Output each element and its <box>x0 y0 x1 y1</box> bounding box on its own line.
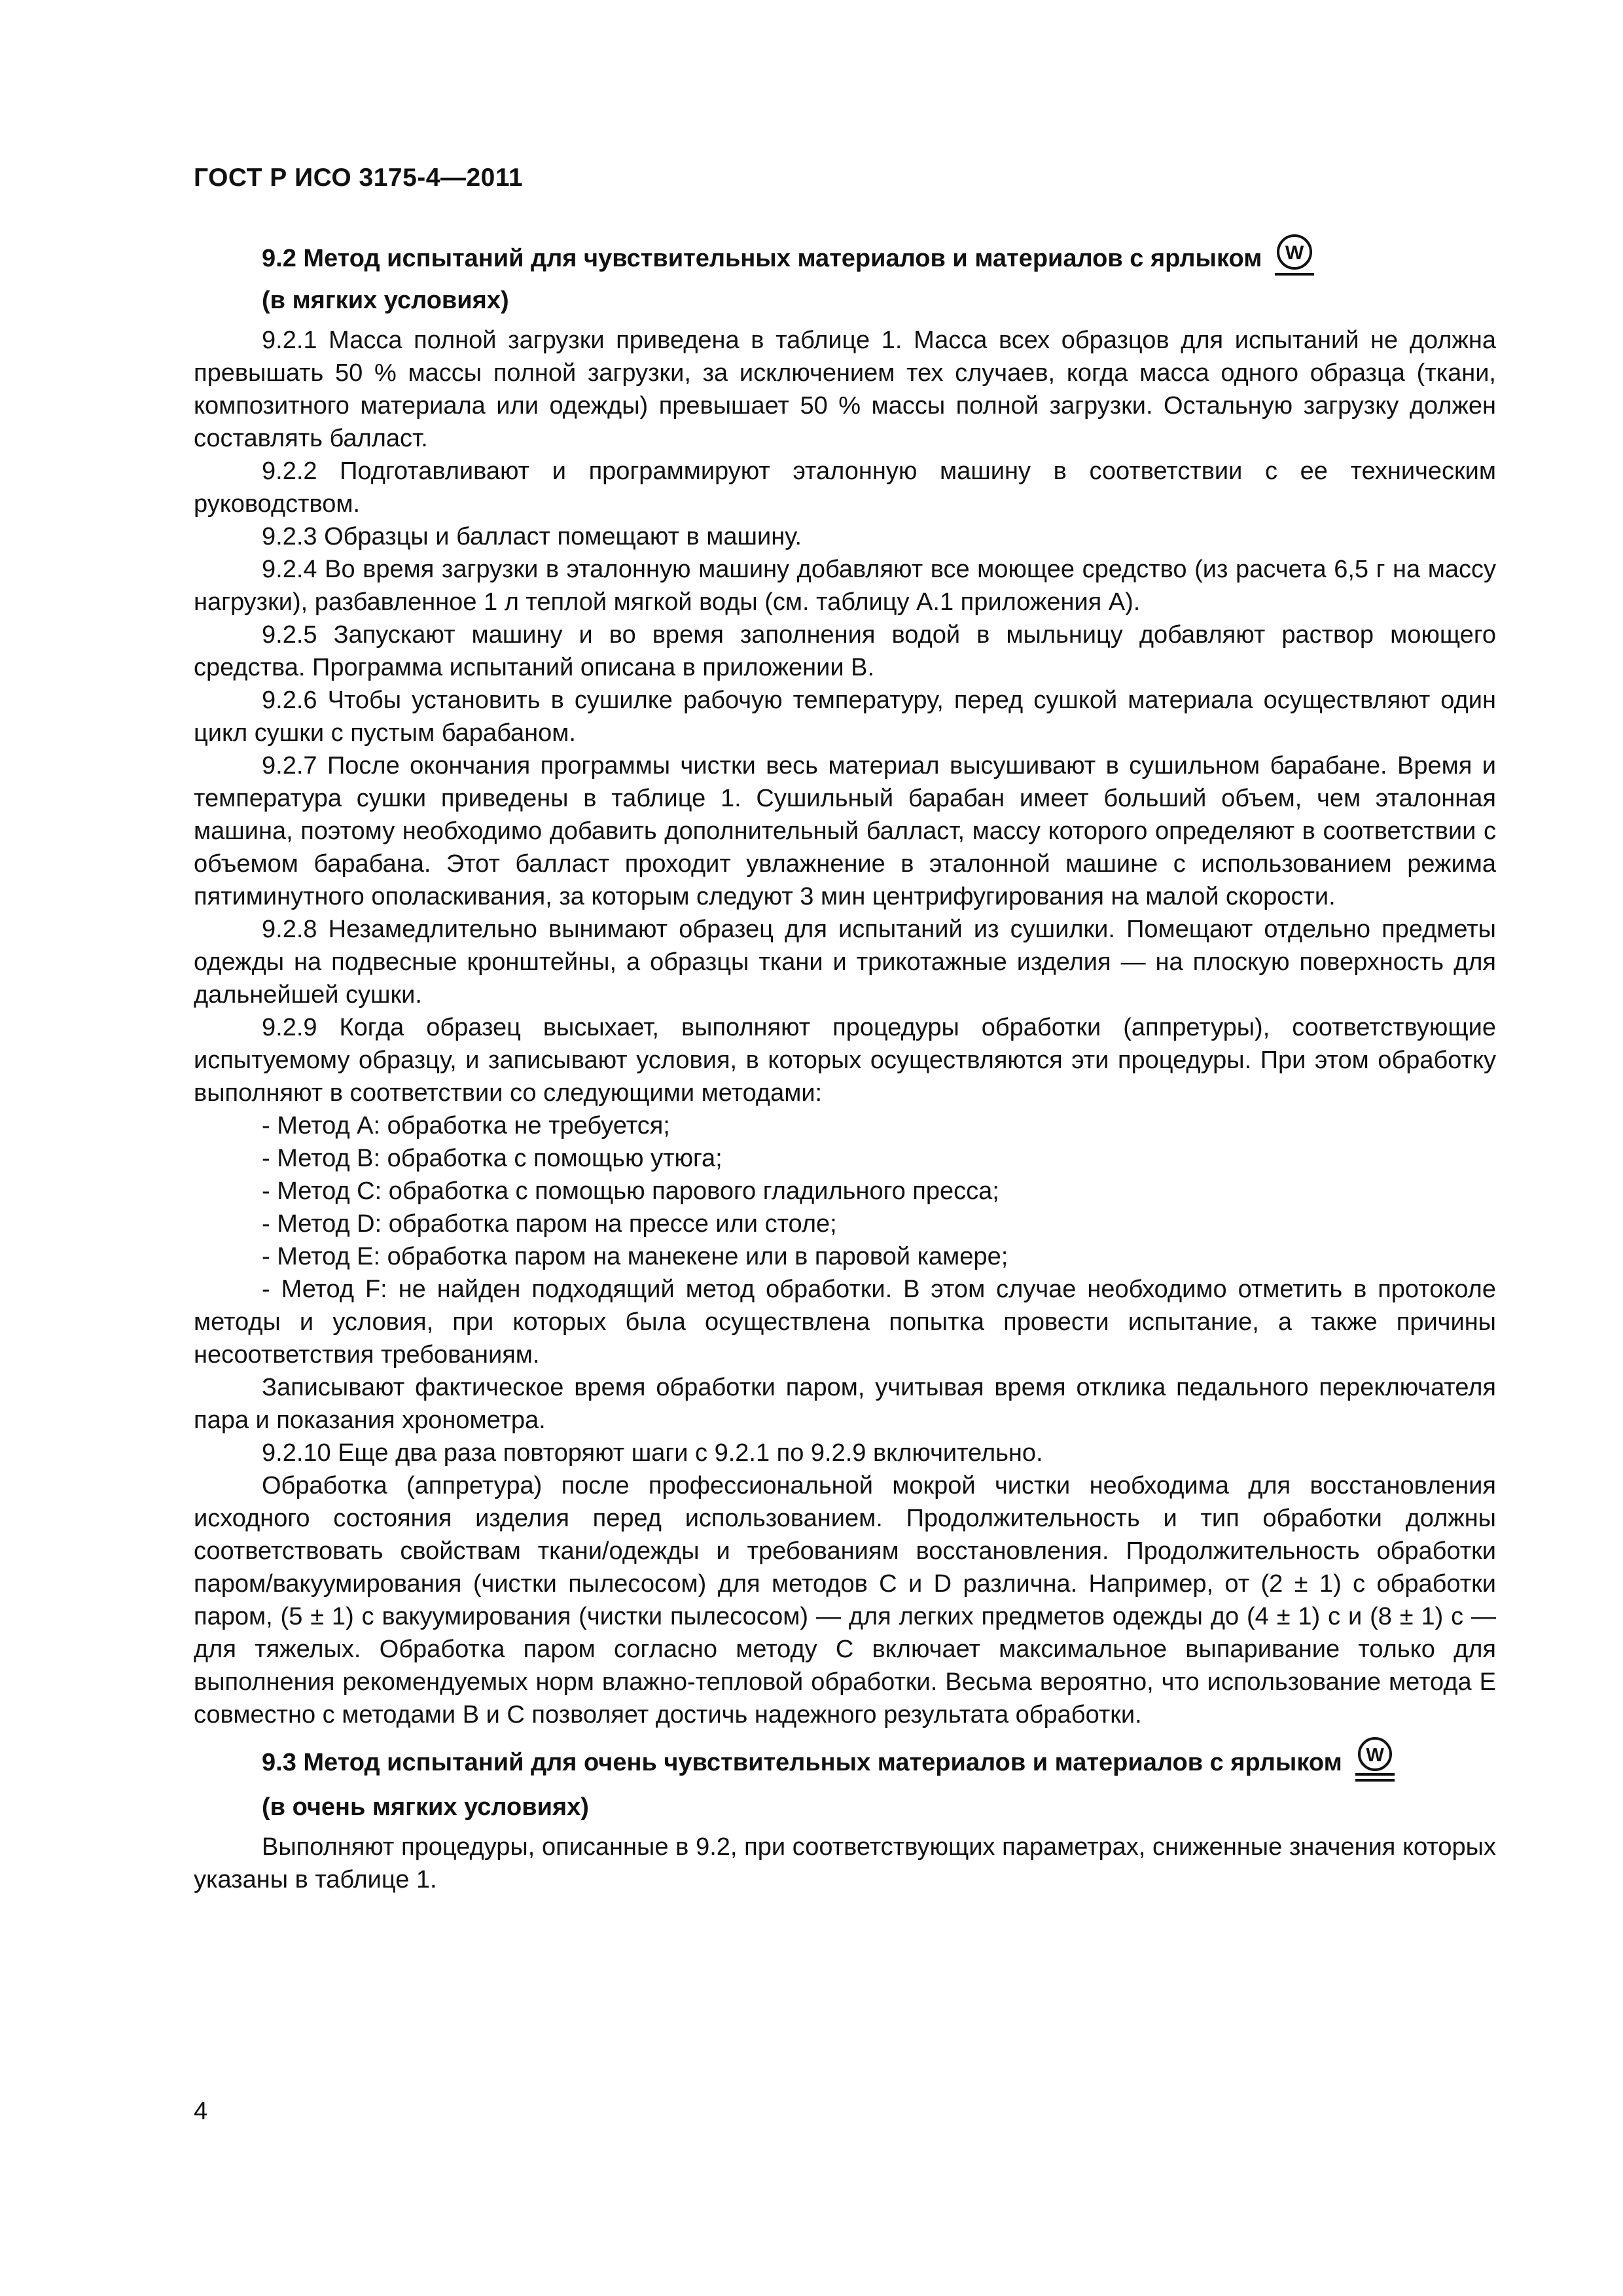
section-9-3-heading <box>194 1736 1496 1829</box>
svg-text:W: W <box>1285 242 1304 264</box>
paragraph-9-2-8: 9.2.8 Незамедлительно вынимают образец для испытаний из сушилки. Помещают отдельно предметы одежды на подвесные кронштейны, а образцы ткани и трикотажные изделия — на плоскую поверхность для дальнейшей сушки. <box>194 916 1496 1009</box>
paragraph-9-2-9: 9.2.9 Когда образец высыхает, выполняют процедуры обработки (аппретуры), соответствующие испытуемому образцу, и записывают условия, в которых осуществляются эти процедуры. При этом обработку выполняют в соответствии со следующими методами: <box>194 1014 1496 1107</box>
method-b-item: - Метод В: обработка с помощью утюга; <box>262 1145 722 1172</box>
svg-text:W: W <box>1366 1745 1384 1766</box>
method-f-item: - Метод F: не найден подходящий метод обработки. В этом случае необходимо отметить в протоколе методы и условия, при которых была осуществлена попытка провести испытание, а также причины несоответствия требованиям. <box>194 1276 1496 1369</box>
section-9-2-subtitle: (в мягких условиях) <box>262 287 509 314</box>
paragraph-9-2-7: 9.2.7 После окончания программы чистки весь материал высушивают в сушильном барабане. Время и температура сушки приведены в таблице 1. Сушильный барабан имеет больший объем, чем эталонная машина, поэтому необходимо добавить дополнительный балласт, массу которого определяют в соответствии с объемом барабана. Этот балласт проходит увлажнение в эталонной машине с использованием режима пятиминутного ополаскивания, за которым следуют 3 мин центрифугирования на малой скорости. <box>194 752 1496 910</box>
paragraph-9-2-2: 9.2.2 Подготавливают и программируют эталонную машину в соответствии с ее техническим руководством. <box>194 457 1496 518</box>
paragraph-9-2-10: 9.2.10 Еще два раза повторяют шаги с 9.2.1 по 9.2.9 включительно. <box>262 1439 1043 1467</box>
paragraph-finishing-notes: Обработка (аппретура) после профессиональной мокрой чистки необходима для восстановления исходного состояния изделия перед использованием. Продолжительность и тип обработки должны соответствовать свойствам ткани/одежды и требованиям восстановления. Продолжительность обработки паром/вакуумирования (чистки пылесосом) для методов С и D различна. Например, от (2 ± 1) с обработки паром, (5 ± 1) с вакуумирования (чистки пылесосом) — для легких предметов одежды до (4 ± 1) с и (8 ± 1) с — для тяжелых. Обработка паром согласно методу С включает максимальное выпаривание только для выполнения рекомендуемых норм влажно-тепловой обработки. Весьма вероятно, что использование метода Е совместно с методами В и С позволяет достичь надежного результата обработки. <box>194 1472 1496 1729</box>
paragraph-9-2-3: 9.2.3 Образцы и балласт помещают в машину. <box>262 523 802 550</box>
section-9-2-title: 9.2 Метод испытаний для чувствительных материалов и материалов с ярлыком <box>262 245 1262 272</box>
paragraph-9-2-4: 9.2.4 Во время загрузки в эталонную машину добавляют все моющее средство (из расчета 6,5 г на массу нагрузки), разбавленное 1 л теплой мягкой воды (см. таблицу А.1 приложения А). <box>194 556 1496 616</box>
document-body <box>194 232 1496 1896</box>
paragraph-steam-time: Записывают фактическое время обработки паром, учитывая время отклика педального переключателя пара и показания хронометра. <box>194 1374 1496 1434</box>
page-number: 4 <box>194 2098 208 2125</box>
method-e-item: - Метод Е: обработка паром на манекене или в паровой камере; <box>262 1243 1008 1270</box>
paragraph-9-2-5: 9.2.5 Запускают машину и во время заполнения водой в мыльницу добавляют раствор моющего средства. Программа испытаний описана в приложении В. <box>194 621 1496 681</box>
care-label-w-single-underline-icon <box>1274 232 1315 279</box>
method-a-item: - Метод А: обработка не требуется; <box>262 1112 670 1139</box>
section-9-2-heading <box>194 232 1496 321</box>
paragraph-9-2-1: 9.2.1 Масса полной загрузки приведена в таблице 1. Масса всех образцов для испытаний не должна превышать 50 % массы полной загрузки, за исключением тех случаев, когда масса одного образца (ткани, композитного материала или одежды) превышает 50 % массы полной загрузки. Остальную загрузку должен составлять балласт. <box>194 327 1496 452</box>
method-c-item: - Метод С: обработка с помощью парового гладильного пресса; <box>262 1177 999 1205</box>
care-label-w-double-underline-icon <box>1354 1736 1396 1784</box>
section-9-3-title: 9.3 Метод испытаний для очень чувствительных материалов и материалов с ярлыком <box>262 1749 1342 1776</box>
paragraph-9-2-6: 9.2.6 Чтобы установить в сушилке рабочую температуру, перед сушкой материала осуществляют один цикл сушки с пустым барабаном. <box>194 687 1496 747</box>
section-9-3-subtitle: (в очень мягких условиях) <box>262 1793 589 1821</box>
document-code-header: ГОСТ Р ИСО 3175-4—2011 <box>194 164 524 192</box>
method-d-item: - Метод D: обработка паром на прессе или столе; <box>262 1210 837 1238</box>
paragraph-9-3: Выполняют процедуры, описанные в 9.2, при соответствующих параметрах, сниженные значения которых указаны в таблице 1. <box>194 1833 1496 1893</box>
